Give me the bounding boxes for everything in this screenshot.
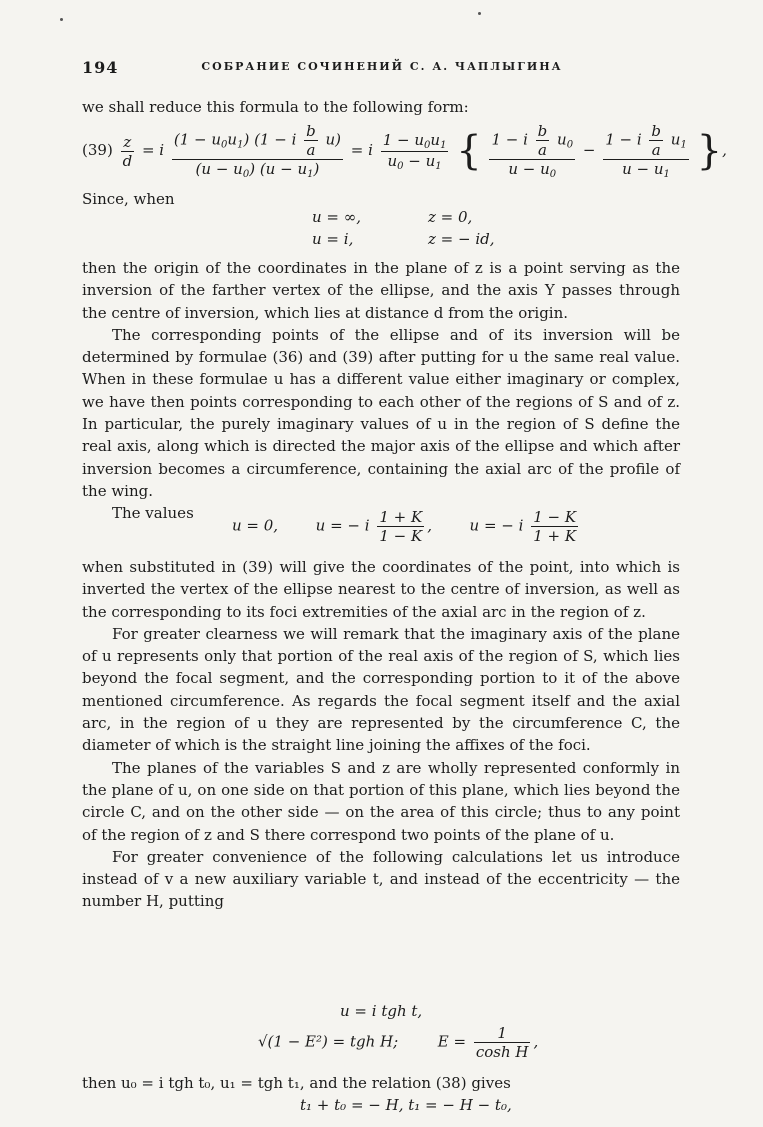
right-brace: }: [696, 128, 723, 174]
value-2-fraction: $\frac{1 + K}{1 - K}$: [379, 508, 423, 545]
first-fraction: $(1 - u_0u_1)$ (1 − i $\frac{b}{a}$ u) $(u - u_0)$ $(u - u_1)$: [173, 122, 342, 180]
body-block-1: [82, 257, 680, 525]
equation-39: (39) $\frac{z}{d}$ = i $(1 - u_0u_1)$ (1 − i $\frac{b}{a}$ u) $(u - u_0)$ $(u - u_1)$ = i $\frac{1 - u_0u_1}{u_0 - u_1}$ { 1 − i $\frac{b}{a}$ $u_0$ $u - u_0$ − 1 − i $\frac{b}{a}$ $u_1$ $u - u_1$ },: [82, 122, 727, 180]
intro-text: we shall reduce this formula to the following form:: [82, 98, 469, 116]
running-title: СОБРАНИЕ СОЧИНЕНИЙ С. А. ЧАПЛЫГИНА: [201, 60, 563, 73]
speck: [478, 12, 481, 15]
values-label: The values: [112, 504, 194, 523]
paragraph-2: The corresponding points of the ellipse and of its inversion will be determined by formulae (36) and (39) after putting for u the same real value. When in these formulae u has a different value either imaginary or complex, we have then points corresponding to each other of the regions of S and of z. In particular, the purely imaginary values of u in the region of S define the real axis, along which is directed the major axis of the ellipse and which after inversion becomes a circumference, containing the axial arc of the profile of the wing.: [82, 325, 680, 500]
values-equation: u = 0, u = − i $\frac{1 + K}{1 - K}$ , u = − i $\frac{1 - K}{1 + K}$: [232, 508, 577, 545]
case-2-right: z = − id,: [428, 230, 495, 248]
paragraph-4: For greater clearness we will remark that the imaginary axis of the plane of u represents only that portion of the real axis of the region of S, which lies beyond the focal segment, and the corresponding portion to it of the above mentioned circumference. As regards the focal segment itself and the axial arc, in the region of u they are represented by the circumference C, the diameter of which is the straight line joining the affixes of the foci.: [82, 624, 680, 755]
body-block-2: [82, 556, 680, 913]
equation-E-left: √(1 − E²) = tgh H;: [258, 1032, 399, 1051]
brace-fraction-1: 1 − i $\frac{b}{a}$ $u_0$ $u - u_0$: [491, 122, 574, 180]
coefficient-fraction: $\frac{1 - u_0u_1}{u_0 - u_1}$: [382, 130, 447, 172]
final-equation: t₁ + t₀ = − H, t₁ = − H − t₀,: [300, 1096, 512, 1114]
lhs-fraction: $\frac{z}{d}$: [122, 132, 133, 170]
equation-E-right-lhs: E =: [437, 1032, 467, 1051]
paragraph-3: when substituted in (39) will give the coordinates of the point, into which is inverted the vertex of the ellipse nearest to the centre of inversion, as well as the corresponding to its foci extremities of the axial arc in the region of z.: [82, 558, 680, 621]
then-line: [82, 1072, 680, 1094]
left-brace: {: [456, 128, 482, 174]
brace-fraction-2: 1 − i $\frac{b}{a}$ $u_1$ $u - u_1$: [605, 122, 687, 180]
since-line: [82, 188, 680, 210]
value-1: u = 0,: [232, 516, 279, 535]
page-header: [82, 58, 682, 82]
value-3-lhs: u = − i: [469, 516, 524, 535]
paragraph-6: For greater convenience of the following calculations let us introduce instead of v a new auxiliary variable t, and instead of the eccentricity — the number H, putting: [82, 847, 680, 911]
intro-line: [82, 96, 680, 118]
case-2-left: u = i,: [312, 230, 354, 248]
paragraph-1: then the origin of the coordinates in the plane of z is a point serving as the inversion of the farther vertex of the ellipse, and the axis Y passes through the centre of inversion, which lies at distance d from the origin.: [82, 259, 680, 322]
since-text: Since, when: [82, 190, 175, 208]
equation-label: (39): [82, 141, 113, 159]
equation-E: √(1 − E²) = tgh H; E = $\frac{1}{\text{cosh H}}$ ,: [258, 1024, 539, 1061]
equation-u: u = i tgh t,: [340, 1002, 423, 1020]
speck: [60, 18, 63, 21]
case-1-left: u = ∞,: [312, 208, 362, 226]
case-1-right: z = 0,: [428, 208, 473, 226]
equation-E-fraction: $\frac{1}{\text{cosh H}}$: [475, 1024, 529, 1061]
value-3-fraction: $\frac{1 - K}{1 + K}$: [533, 508, 577, 545]
then-text: then u₀ = i tgh t₀, u₁ = tgh t₁, and the relation (38) gives: [82, 1074, 511, 1092]
paragraph-5: The planes of the variables S and z are wholly represented conformly in the plane of u, on one side on that portion of this plane, which lies beyond the circle C, and on the other side — on the area of this circle; thus to any point of the region of z and S there correspond two points of the plane of u.: [82, 758, 680, 844]
page-number: 194: [82, 58, 119, 77]
value-2-lhs: u = − i: [315, 516, 370, 535]
